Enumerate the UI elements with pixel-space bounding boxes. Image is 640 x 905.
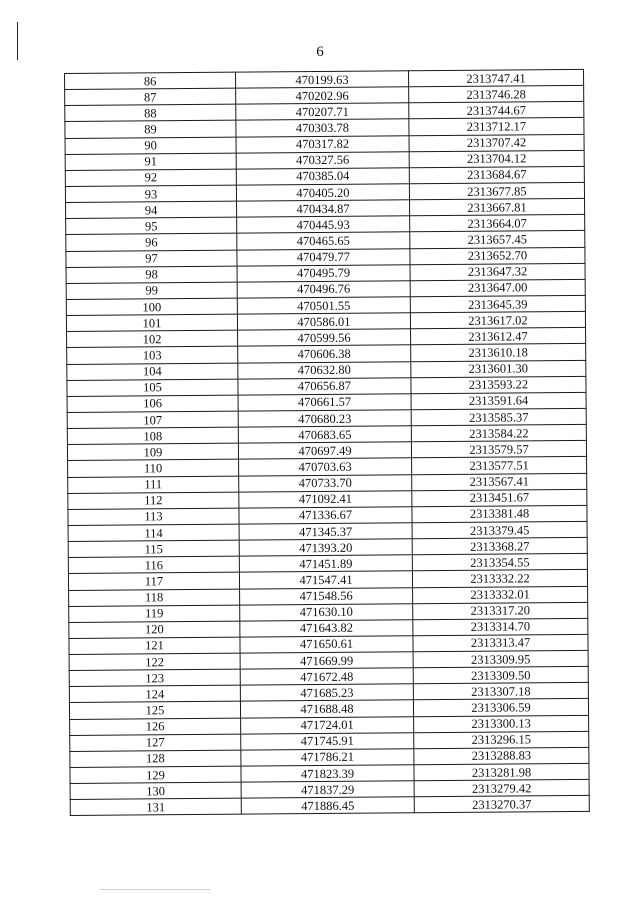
y-coordinate-cell: 2313567.41 <box>412 473 587 491</box>
y-coordinate-cell: 2313379.45 <box>412 521 587 539</box>
x-coordinate-cell: 471837.29 <box>241 781 414 798</box>
x-coordinate-cell: 470385.04 <box>236 168 409 185</box>
y-coordinate-cell: 2313309.50 <box>413 667 588 685</box>
point-number-cell: 97 <box>66 250 237 267</box>
y-coordinate-cell: 2313281.98 <box>414 763 589 781</box>
point-number-cell: 88 <box>65 104 236 121</box>
y-coordinate-cell: 2313667.81 <box>410 199 585 217</box>
y-coordinate-cell: 2313313.47 <box>413 634 588 652</box>
y-coordinate-cell: 2313381.48 <box>412 505 587 523</box>
x-coordinate-cell: 470465.65 <box>237 232 410 249</box>
x-coordinate-cell: 471669.99 <box>240 652 413 669</box>
point-number-cell: 113 <box>68 508 239 525</box>
x-coordinate-cell: 470496.76 <box>237 281 410 298</box>
x-coordinate-cell: 471092.41 <box>239 490 412 507</box>
point-number-cell: 100 <box>66 298 237 315</box>
y-coordinate-cell: 2313296.15 <box>414 731 589 749</box>
y-coordinate-cell: 2313677.85 <box>409 182 584 200</box>
point-number-cell: 123 <box>69 669 240 686</box>
y-coordinate-cell: 2313593.22 <box>411 376 586 394</box>
y-coordinate-cell: 2313601.30 <box>411 360 586 378</box>
x-coordinate-cell: 470501.55 <box>237 297 410 314</box>
point-number-cell: 126 <box>70 718 241 735</box>
x-coordinate-cell: 471786.21 <box>241 749 414 766</box>
y-coordinate-cell: 2313707.42 <box>409 134 584 152</box>
point-number-cell: 109 <box>67 443 238 460</box>
y-coordinate-cell: 2313684.67 <box>409 166 584 184</box>
coordinates-table <box>64 69 590 817</box>
y-coordinate-cell: 2313647.32 <box>410 263 585 281</box>
y-coordinate-cell: 2313712.17 <box>409 118 584 136</box>
x-coordinate-cell: 470317.82 <box>236 135 409 152</box>
y-coordinate-cell: 2313307.18 <box>413 683 588 701</box>
coordinates-table-body <box>65 69 590 816</box>
x-coordinate-cell: 470495.79 <box>237 264 410 281</box>
y-coordinate-cell: 2313577.51 <box>412 457 587 475</box>
x-coordinate-cell: 470586.01 <box>237 313 410 330</box>
y-coordinate-cell: 2313645.39 <box>410 295 585 313</box>
point-number-cell: 121 <box>69 637 240 654</box>
x-coordinate-cell: 471630.10 <box>240 603 413 620</box>
y-coordinate-cell: 2313647.00 <box>410 279 585 297</box>
point-number-cell: 124 <box>69 685 240 702</box>
point-number-cell: 120 <box>69 621 240 638</box>
bottom-rule <box>100 889 210 890</box>
y-coordinate-cell: 2313314.70 <box>413 618 588 636</box>
point-number-cell: 131 <box>70 798 241 815</box>
point-number-cell: 127 <box>70 734 241 751</box>
x-coordinate-cell: 471745.91 <box>241 733 414 750</box>
x-coordinate-cell: 471823.39 <box>241 765 414 782</box>
y-coordinate-cell: 2313270.37 <box>414 796 589 814</box>
y-coordinate-cell: 2313368.27 <box>412 537 587 555</box>
point-number-cell: 99 <box>66 282 237 299</box>
y-coordinate-cell: 2313332.22 <box>412 570 587 588</box>
x-coordinate-cell: 471650.61 <box>240 636 413 653</box>
y-coordinate-cell: 2313300.13 <box>414 715 589 733</box>
y-coordinate-cell: 2313664.07 <box>410 215 585 233</box>
point-number-cell: 117 <box>68 572 239 589</box>
point-number-cell: 92 <box>65 169 236 186</box>
y-coordinate-cell: 2313354.55 <box>412 554 587 572</box>
x-coordinate-cell: 470445.93 <box>237 216 410 233</box>
point-number-cell: 89 <box>65 121 236 138</box>
point-number-cell: 118 <box>69 589 240 606</box>
x-coordinate-cell: 470599.56 <box>238 329 411 346</box>
y-coordinate-cell: 2313309.95 <box>413 650 588 668</box>
point-number-cell: 108 <box>67 427 238 444</box>
x-coordinate-cell: 470199.63 <box>235 71 408 88</box>
point-number-cell: 122 <box>69 653 240 670</box>
y-coordinate-cell: 2313288.83 <box>414 747 589 765</box>
point-number-cell: 87 <box>65 88 236 105</box>
point-number-cell: 129 <box>70 766 241 783</box>
y-coordinate-cell: 2313306.59 <box>413 699 588 717</box>
y-coordinate-cell: 2313591.64 <box>411 392 586 410</box>
page-number: 6 <box>316 44 324 60</box>
x-coordinate-cell: 470303.78 <box>236 119 409 136</box>
y-coordinate-cell: 2313617.02 <box>410 312 585 330</box>
point-number-cell: 112 <box>68 492 239 509</box>
y-coordinate-cell: 2313584.22 <box>411 425 586 443</box>
x-coordinate-cell: 470661.57 <box>238 394 411 411</box>
y-coordinate-cell: 2313610.18 <box>411 344 586 362</box>
y-coordinate-cell: 2313612.47 <box>411 328 586 346</box>
x-coordinate-cell: 471345.37 <box>239 523 412 540</box>
x-coordinate-cell: 470632.80 <box>238 361 411 378</box>
x-coordinate-cell: 471336.67 <box>239 507 412 524</box>
x-coordinate-cell: 471548.56 <box>240 587 413 604</box>
point-number-cell: 107 <box>67 411 238 428</box>
y-coordinate-cell: 2313657.45 <box>410 231 585 249</box>
point-number-cell: 115 <box>68 540 239 557</box>
x-coordinate-cell: 470405.20 <box>236 184 409 201</box>
y-coordinate-cell: 2313579.57 <box>411 441 586 459</box>
x-coordinate-cell: 471672.48 <box>240 668 413 685</box>
point-number-cell: 105 <box>67 379 238 396</box>
point-number-cell: 130 <box>70 782 241 799</box>
x-coordinate-cell: 470479.77 <box>237 248 410 265</box>
point-number-cell: 93 <box>65 185 236 202</box>
point-number-cell: 90 <box>65 137 236 154</box>
x-coordinate-cell: 470207.71 <box>236 103 409 120</box>
point-number-cell: 110 <box>68 460 239 477</box>
x-coordinate-cell: 470733.70 <box>239 474 412 491</box>
y-coordinate-cell: 2313744.67 <box>409 102 584 120</box>
x-coordinate-cell: 471547.41 <box>239 571 412 588</box>
point-number-cell: 103 <box>67 347 238 364</box>
x-coordinate-cell: 470656.87 <box>238 377 411 394</box>
x-coordinate-cell: 471643.82 <box>240 620 413 637</box>
x-coordinate-cell: 471393.20 <box>239 539 412 556</box>
point-number-cell: 94 <box>66 201 237 218</box>
point-number-cell: 116 <box>68 556 239 573</box>
point-number-cell: 91 <box>65 153 236 170</box>
x-coordinate-cell: 470683.65 <box>238 426 411 443</box>
point-number-cell: 125 <box>69 702 240 719</box>
x-coordinate-cell: 470697.49 <box>238 442 411 459</box>
point-number-cell: 98 <box>66 266 237 283</box>
y-coordinate-cell: 2313652.70 <box>410 247 585 265</box>
x-coordinate-cell: 470680.23 <box>238 410 411 427</box>
point-number-cell: 128 <box>70 750 241 767</box>
y-coordinate-cell: 2313747.41 <box>408 69 583 87</box>
y-coordinate-cell: 2313317.20 <box>413 602 588 620</box>
coordinates-table-wrapper <box>64 69 586 816</box>
x-coordinate-cell: 470327.56 <box>236 151 409 168</box>
table-row <box>70 796 589 816</box>
y-coordinate-cell: 2313704.12 <box>409 150 584 168</box>
point-number-cell: 95 <box>66 217 237 234</box>
x-coordinate-cell: 471886.45 <box>241 797 414 814</box>
x-coordinate-cell: 471685.23 <box>240 684 413 701</box>
x-coordinate-cell: 470202.96 <box>236 87 409 104</box>
x-coordinate-cell: 471724.01 <box>241 716 414 733</box>
x-coordinate-cell: 470606.38 <box>238 345 411 362</box>
x-coordinate-cell: 470703.63 <box>239 458 412 475</box>
point-number-cell: 106 <box>67 395 238 412</box>
y-coordinate-cell: 2313585.37 <box>411 408 586 426</box>
y-coordinate-cell: 2313451.67 <box>412 489 587 507</box>
point-number-cell: 119 <box>69 605 240 622</box>
point-number-cell: 111 <box>68 476 239 493</box>
x-coordinate-cell: 471451.89 <box>239 555 412 572</box>
point-number-cell: 104 <box>67 363 238 380</box>
point-number-cell: 102 <box>67 330 238 347</box>
point-number-cell: 114 <box>68 524 239 541</box>
point-number-cell: 101 <box>66 314 237 331</box>
point-number-cell: 86 <box>65 72 236 89</box>
x-coordinate-cell: 471688.48 <box>240 700 413 717</box>
x-coordinate-cell: 470434.87 <box>237 200 410 217</box>
y-coordinate-cell: 2313279.42 <box>414 780 589 798</box>
y-coordinate-cell: 2313746.28 <box>409 86 584 104</box>
y-coordinate-cell: 2313332.01 <box>413 586 588 604</box>
point-number-cell: 96 <box>66 234 237 251</box>
